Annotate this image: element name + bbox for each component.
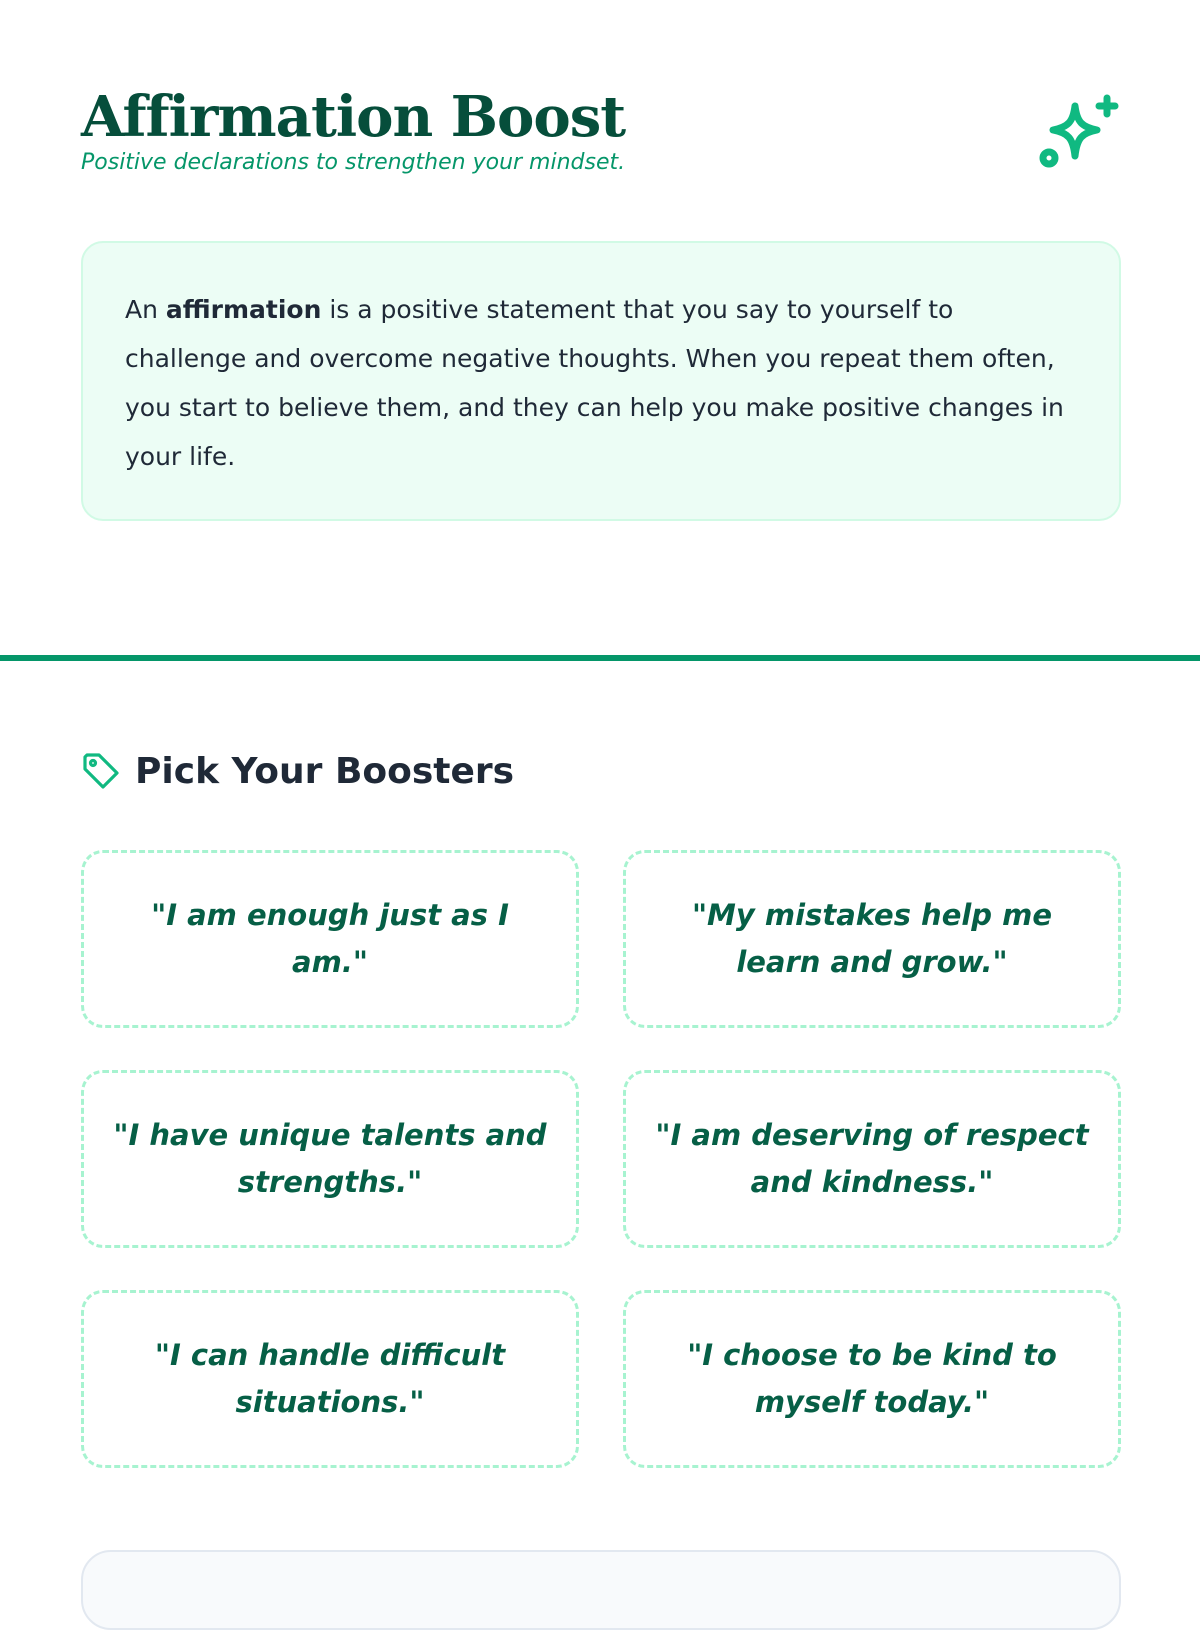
boosters-section [0, 661, 1200, 1600]
page-title: Affirmation Boost [81, 84, 626, 150]
boosters-grid [81, 850, 1121, 1468]
booster-text: "I am deserving of respect and kindness." [655, 1118, 1089, 1199]
booster-text: "My mistakes help me learn and grow." [691, 898, 1053, 979]
info-prefix: An [125, 295, 166, 324]
booster-card[interactable] [623, 850, 1121, 1028]
booster-card[interactable] [623, 1290, 1121, 1468]
info-card [81, 241, 1121, 521]
app-header [81, 82, 1121, 192]
info-body: is a positive statement that you say to yourself to challenge and overcome negative thoughts. When you repeat them often, you start to believe them, and they can help you make positive changes in your life. [125, 295, 1064, 471]
booster-text: "I choose to be kind to myself today." [687, 1338, 1057, 1419]
tag-icon [81, 751, 121, 791]
booster-text: "I can handle difficult situations." [154, 1338, 506, 1419]
booster-text: "I am enough just as I am." [151, 898, 509, 979]
header-section [0, 0, 1200, 657]
booster-text: "I have unique talents and strengths." [113, 1118, 547, 1199]
booster-card[interactable] [81, 850, 579, 1028]
booster-card[interactable] [623, 1070, 1121, 1248]
page-subtitle: Positive declarations to strengthen your mindset. [81, 150, 626, 175]
boosters-heading [81, 746, 514, 796]
booster-card[interactable] [81, 1070, 579, 1248]
info-term: affirmation [165, 295, 322, 324]
sparkle-icon [1037, 94, 1121, 178]
booster-card[interactable] [81, 1290, 579, 1468]
info-text [125, 285, 1079, 481]
boosters-title: Pick Your Boosters [135, 750, 515, 792]
bottom-card [81, 1550, 1121, 1630]
